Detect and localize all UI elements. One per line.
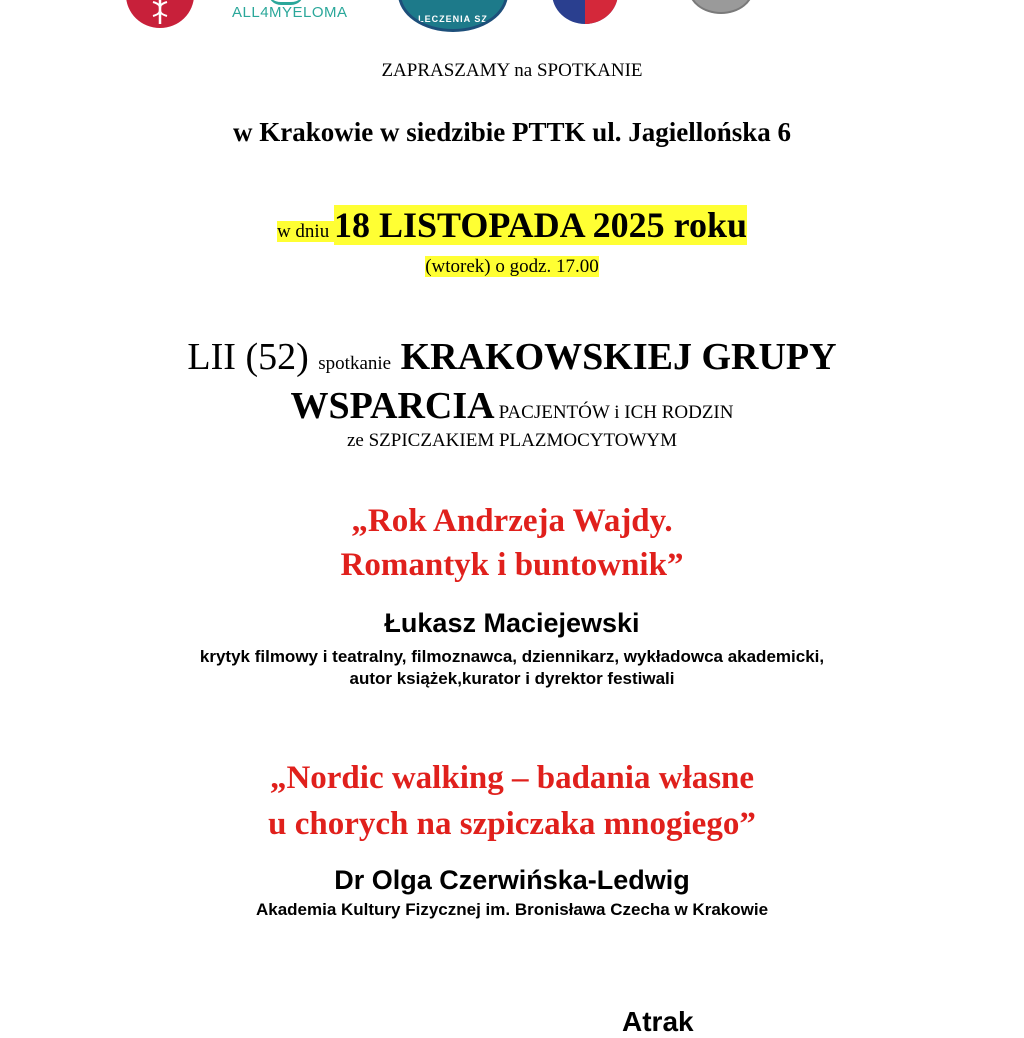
seal-text: LECZENIA SZ: [418, 14, 488, 24]
all4myeloma-logo: ALL4MYELOMA: [232, 4, 348, 21]
caduceus-icon: [145, 0, 175, 24]
logo-strip: [0, 0, 1024, 40]
invite-heading: ZAPRASZAMY na SPOTKANIE: [381, 60, 643, 81]
meeting-word: spotkanie: [318, 353, 392, 374]
talk1-speaker: Łukasz Maciejewski: [384, 608, 640, 638]
meeting-number: LII (52): [187, 336, 309, 378]
date-prefix: w dniu: [276, 221, 330, 242]
treatment-seal-logo: [398, 0, 508, 32]
medical-caduceus-logo: [126, 0, 194, 28]
meeting-line-1: [0, 335, 1024, 379]
talk2-speaker: Dr Olga Czerwińska-Ledwig: [334, 865, 690, 895]
talk1-title-line1: „Rok Andrzeja Wajdy.: [351, 503, 673, 539]
krakow-emblem-logo: [552, 0, 618, 24]
meeting-audience: PACJENTÓW i ICH RODZIN: [498, 402, 734, 423]
group-name-1: KRAKOWSKIEJ GRUPY: [400, 336, 837, 378]
talk1-title-line2: Romantyk i buntownik”: [340, 547, 684, 583]
meeting-line-2: [0, 384, 1024, 428]
grey-round-logo: [688, 0, 754, 14]
date-main: 18 LISTOPADA 2025 roku: [333, 205, 748, 245]
event-date: [0, 204, 1024, 246]
talk2-affiliation: Akademia Kultury Fizycznej im. Bronisława Czecha w Krakowie: [255, 900, 769, 919]
group-name-2: WSPARCIA: [290, 385, 495, 427]
event-time: (wtorek) o godz. 17.00: [425, 256, 599, 277]
meeting-disease: ze SZPICZAKIEM PLAZMOCYTOWYM: [346, 430, 678, 451]
venue-address: w Krakowie w siedzibie PTTK ul. Jagiellońska 6: [232, 117, 792, 147]
event-time-row: [0, 256, 1024, 278]
talk1-affiliation-line1: krytyk filmowy i teatralny, filmoznawca, dziennikarz, wykładowca akademicki,: [199, 647, 825, 666]
talk1-affiliation-line2: autor książek,kurator i dyrektor festiwali: [349, 669, 675, 688]
emblem-red-half: [585, 0, 618, 24]
talk2-title-line1: „Nordic walking – badania własne: [269, 760, 755, 796]
talk2-title-line2: u chorych na szpiczaka mnogiego”: [268, 806, 756, 842]
footer-partial-text: Atrak: [622, 1006, 694, 1037]
